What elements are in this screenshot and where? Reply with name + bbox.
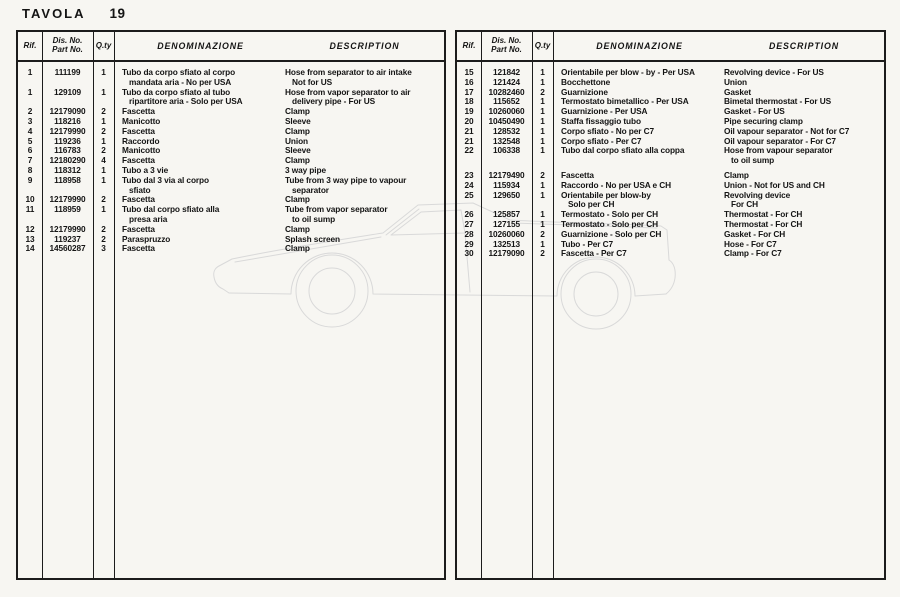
cell-qty: 2 bbox=[101, 145, 106, 156]
cell-description: Clamp bbox=[285, 125, 310, 136]
cell-part-number: 10260060 bbox=[488, 106, 525, 117]
cell-part-number: 10282460 bbox=[488, 86, 525, 97]
cell-description: Bimetal thermostat - For US bbox=[724, 96, 832, 107]
cell-description: Oil vapour separator - Not for C7 bbox=[724, 125, 850, 136]
cell-denominazione: Fascetta bbox=[122, 155, 155, 166]
cell-rif: 17 bbox=[464, 86, 474, 97]
cell-rif: 21 bbox=[464, 135, 474, 146]
cell-rif: 14 bbox=[25, 243, 35, 254]
cell-part-number: 14560287 bbox=[49, 243, 86, 254]
cell-description: Union - Not for US and CH bbox=[724, 179, 825, 190]
cell-part-number: 132548 bbox=[492, 135, 521, 146]
cell-rif: 28 bbox=[464, 228, 474, 239]
table-row bbox=[457, 249, 884, 259]
table-row bbox=[18, 137, 444, 147]
cell-description: Union bbox=[724, 76, 748, 87]
cell-rif: 16 bbox=[464, 76, 474, 87]
cell-rif: 1 bbox=[27, 67, 33, 77]
cell-description: Pipe securing clamp bbox=[724, 115, 803, 126]
cell-rif: 3 bbox=[27, 115, 33, 126]
header-qty: Q.ty bbox=[534, 40, 551, 50]
cell-rif: 26 bbox=[464, 209, 474, 220]
cell-part-number: 132513 bbox=[492, 238, 521, 249]
cell-part-number: 115934 bbox=[493, 179, 520, 190]
table-row bbox=[18, 225, 444, 235]
cell-qty: 1 bbox=[540, 125, 545, 136]
cell-qty: 1 bbox=[540, 189, 545, 200]
cell-qty: 2 bbox=[540, 86, 545, 97]
table-row bbox=[18, 107, 444, 117]
cell-qty: 1 bbox=[540, 115, 545, 126]
cell-part-number: 111199 bbox=[54, 67, 81, 77]
cell-rif: 20 bbox=[464, 115, 474, 126]
cell-denominazione: Tubo - Per C7 bbox=[561, 238, 614, 249]
table-row bbox=[18, 68, 444, 88]
cell-qty: 2 bbox=[101, 223, 106, 234]
cell-denominazione: Bocchettone bbox=[561, 76, 611, 87]
cell-part-number: 129650 bbox=[492, 189, 521, 200]
cell-qty: 1 bbox=[540, 145, 545, 156]
cell-denominazione: Raccordo - No per USA e CH bbox=[561, 179, 672, 190]
cell-denominazione: Fascetta - Per C7 bbox=[561, 248, 627, 259]
cell-rif: 27 bbox=[464, 218, 474, 229]
cell-rif: 5 bbox=[27, 135, 33, 146]
cell-denominazione: Guarnizione - Solo per CH bbox=[561, 228, 662, 239]
cell-part-number: 106338 bbox=[492, 145, 521, 156]
cell-part-number: 121424 bbox=[492, 76, 521, 87]
cell-denominazione: Manicotto bbox=[122, 145, 161, 156]
cell-denominazione: Fascetta bbox=[122, 106, 155, 117]
header-description: DESCRIPTION bbox=[768, 40, 840, 51]
cell-denominazione: Tubo da corpo sfiato al corpo mandata aria - No per USA bbox=[122, 67, 236, 87]
tavola-number: 19 bbox=[109, 6, 126, 21]
cell-qty: 1 bbox=[540, 135, 545, 146]
cell-denominazione: Fascetta bbox=[122, 243, 155, 254]
cell-description: Gasket - For US bbox=[724, 106, 785, 117]
cell-denominazione: Fascetta bbox=[122, 194, 155, 205]
table-header bbox=[457, 32, 884, 62]
cell-rif: 30 bbox=[464, 248, 474, 259]
cell-part-number: 118958 bbox=[54, 174, 81, 185]
cell-denominazione: Orientabile per blow-by Solo per CH bbox=[561, 189, 651, 210]
cell-rif: 13 bbox=[25, 233, 35, 244]
cell-description: Gasket - For CH bbox=[724, 228, 786, 239]
page-title bbox=[22, 6, 126, 21]
cell-qty: 1 bbox=[540, 218, 545, 229]
cell-description: Clamp bbox=[724, 169, 749, 180]
cell-rif: 2 bbox=[27, 106, 33, 117]
cell-part-number: 125857 bbox=[492, 209, 521, 220]
cell-denominazione: Termostato - Solo per CH bbox=[561, 218, 659, 229]
cell-description: Sleeve bbox=[285, 115, 311, 126]
cell-denominazione: Tubo a 3 vie bbox=[122, 164, 169, 175]
cell-denominazione: Corpo sfiato - No per C7 bbox=[561, 125, 655, 136]
tavola-label: TAVOLA bbox=[22, 6, 86, 21]
cell-rif: 10 bbox=[25, 194, 35, 205]
cell-denominazione: Guarnizione - Per USA bbox=[561, 106, 648, 117]
header-rif: Rif. bbox=[23, 40, 37, 50]
cell-denominazione: Guarnizione bbox=[561, 86, 608, 97]
cell-description: Clamp bbox=[285, 155, 310, 166]
cell-qty: 1 bbox=[101, 135, 106, 146]
cell-denominazione: Tubo da corpo sfiato al tubo ripartitore aria - Solo per USA bbox=[122, 86, 243, 107]
cell-denominazione: Manicotto bbox=[122, 115, 161, 126]
cell-qty: 2 bbox=[540, 228, 545, 239]
cell-qty: 2 bbox=[101, 125, 106, 136]
cell-part-number: 128532 bbox=[492, 125, 521, 136]
cell-description: Hose from separator to air intake Not for US bbox=[285, 67, 412, 87]
table-body-right bbox=[457, 62, 884, 259]
cell-part-number: 118959 bbox=[54, 204, 81, 215]
column-divider bbox=[114, 32, 115, 578]
cell-description: Hose - For C7 bbox=[724, 238, 777, 249]
cell-denominazione: Tubo dal 3 via al corpo sfiato bbox=[122, 174, 209, 195]
cell-denominazione: Tubo dal corpo sfiato alla presa aria bbox=[122, 204, 220, 224]
cell-rif: 18 bbox=[464, 96, 474, 107]
header-qty: Q.ty bbox=[95, 40, 112, 50]
cell-rif: 9 bbox=[27, 174, 33, 185]
cell-qty: 3 bbox=[101, 243, 106, 254]
cell-part-number: 119236 bbox=[54, 135, 81, 146]
cell-qty: 1 bbox=[101, 174, 106, 185]
column-divider bbox=[42, 32, 43, 578]
table-row bbox=[18, 205, 444, 225]
cell-rif: 19 bbox=[464, 106, 474, 117]
cell-rif: 12 bbox=[25, 223, 35, 234]
cell-part-number: 118216 bbox=[54, 115, 81, 126]
parts-table-left bbox=[16, 30, 446, 580]
table-row bbox=[457, 68, 884, 78]
cell-rif: 21 bbox=[464, 125, 474, 136]
table-body-left bbox=[18, 62, 444, 254]
cell-part-number: 12179490 bbox=[488, 169, 525, 180]
column-divider bbox=[93, 32, 94, 578]
header-rif: Rif. bbox=[462, 40, 476, 50]
cell-rif: 24 bbox=[464, 179, 474, 190]
cell-description: Union bbox=[285, 135, 309, 146]
column-divider bbox=[532, 32, 533, 578]
cell-qty: 1 bbox=[540, 106, 545, 117]
header-description: DESCRIPTION bbox=[329, 40, 400, 51]
cell-description: Hose from vapour separator to oil sump bbox=[724, 145, 833, 166]
cell-qty: 4 bbox=[101, 155, 106, 166]
cell-rif: 22 bbox=[464, 145, 474, 156]
cell-rif: 15 bbox=[464, 67, 474, 77]
cell-description: Clamp bbox=[285, 106, 310, 117]
table-header bbox=[18, 32, 444, 62]
cell-qty: 1 bbox=[101, 67, 106, 77]
cell-qty: 1 bbox=[101, 164, 106, 175]
cell-rif: 11 bbox=[25, 204, 35, 215]
column-divider bbox=[481, 32, 482, 578]
cell-description: Clamp bbox=[285, 194, 310, 205]
table-row bbox=[457, 230, 884, 240]
cell-denominazione: Corpo sfiato - Per C7 bbox=[561, 135, 642, 146]
table-row bbox=[457, 191, 884, 211]
header-part-number: Dis. No. Part No. bbox=[491, 36, 522, 54]
table-row bbox=[18, 88, 444, 108]
cell-part-number: 12179990 bbox=[49, 194, 86, 205]
cell-rif: 4 bbox=[27, 125, 33, 136]
cell-denominazione: Termostato - Solo per CH bbox=[561, 209, 659, 220]
cell-qty: 1 bbox=[540, 179, 545, 190]
cell-part-number: 12180290 bbox=[49, 155, 86, 166]
table-row bbox=[18, 156, 444, 166]
cell-description: Clamp - For C7 bbox=[724, 248, 782, 259]
cell-rif: 25 bbox=[464, 189, 474, 200]
table-row bbox=[18, 244, 444, 254]
cell-part-number: 121842 bbox=[492, 67, 521, 77]
cell-description: Tube from vapor separator to oil sump bbox=[285, 204, 388, 224]
table-row bbox=[18, 127, 444, 137]
cell-description: Sleeve bbox=[285, 145, 311, 156]
cell-description: Clamp bbox=[285, 243, 310, 254]
cell-qty: 2 bbox=[101, 194, 106, 205]
cell-rif: 6 bbox=[27, 145, 33, 156]
cell-part-number: 115652 bbox=[493, 96, 520, 107]
cell-qty: 1 bbox=[101, 86, 106, 97]
cell-part-number: 118312 bbox=[54, 164, 81, 175]
cell-description: Revolving device - For US bbox=[724, 67, 824, 77]
cell-denominazione: Fascetta bbox=[122, 125, 155, 136]
cell-denominazione: Fascetta bbox=[561, 169, 594, 180]
cell-description: Thermostat - For CH bbox=[724, 218, 803, 229]
cell-description: Thermostat - For CH bbox=[724, 209, 803, 220]
cell-part-number: 10450490 bbox=[488, 115, 525, 126]
cell-description: Gasket bbox=[724, 86, 752, 97]
cell-qty: 1 bbox=[540, 76, 545, 87]
cell-qty: 1 bbox=[101, 204, 106, 215]
cell-part-number: 12179990 bbox=[49, 125, 86, 136]
cell-denominazione: Raccordo bbox=[122, 135, 160, 146]
cell-description: Oil vapour separator - For C7 bbox=[724, 135, 836, 146]
cell-denominazione: Staffa fissaggio tubo bbox=[561, 115, 641, 126]
cell-qty: 1 bbox=[101, 115, 106, 126]
cell-denominazione: Tubo dal corpo sfiato alla coppa bbox=[561, 145, 685, 156]
cell-qty: 2 bbox=[101, 106, 106, 117]
cell-description: 3 way pipe bbox=[285, 164, 326, 175]
column-divider bbox=[553, 32, 554, 578]
cell-rif: 23 bbox=[464, 169, 474, 180]
table-row bbox=[457, 181, 884, 191]
cell-part-number: 119237 bbox=[54, 233, 81, 244]
cell-denominazione: Fascetta bbox=[122, 223, 155, 234]
cell-qty: 2 bbox=[101, 233, 106, 244]
cell-qty: 1 bbox=[540, 67, 545, 77]
cell-description: Hose from vapor separator to air delivery pipe - For US bbox=[285, 86, 411, 107]
cell-denominazione: Termostato bimetallico - Per USA bbox=[561, 96, 689, 107]
cell-part-number: 12179090 bbox=[49, 106, 86, 117]
table-row bbox=[457, 210, 884, 220]
parts-table-right bbox=[455, 30, 886, 580]
header-denominazione: DENOMINAZIONE bbox=[596, 40, 683, 51]
cell-description: Tube from 3 way pipe to vapour separator bbox=[285, 174, 407, 195]
cell-denominazione: Orientabile per blow - by - Per USA bbox=[561, 67, 695, 77]
cell-qty: 2 bbox=[540, 169, 545, 180]
cell-rif: 8 bbox=[27, 164, 33, 175]
cell-denominazione: Paraspruzzo bbox=[122, 233, 171, 244]
cell-part-number: 10260060 bbox=[488, 228, 525, 239]
table-row bbox=[18, 176, 444, 196]
cell-qty: 1 bbox=[540, 238, 545, 249]
cell-qty: 1 bbox=[540, 96, 545, 107]
cell-description: Revolving device For CH bbox=[724, 189, 791, 210]
cell-rif: 1 bbox=[27, 86, 33, 97]
cell-rif: 7 bbox=[27, 155, 33, 166]
cell-part-number: 12179090 bbox=[488, 248, 525, 259]
cell-description: Clamp bbox=[285, 223, 310, 234]
cell-part-number: 116783 bbox=[54, 145, 81, 156]
cell-description: Splash screen bbox=[285, 233, 340, 244]
cell-qty: 2 bbox=[540, 248, 545, 259]
cell-part-number: 127155 bbox=[492, 218, 521, 229]
cell-rif: 29 bbox=[464, 238, 474, 249]
cell-part-number: 12179990 bbox=[49, 223, 86, 234]
table-row bbox=[457, 146, 884, 166]
header-part-number: Dis. No. Part No. bbox=[52, 36, 83, 54]
header-denominazione: DENOMINAZIONE bbox=[157, 40, 244, 51]
cell-part-number: 129109 bbox=[53, 86, 82, 97]
cell-qty: 1 bbox=[540, 209, 545, 220]
